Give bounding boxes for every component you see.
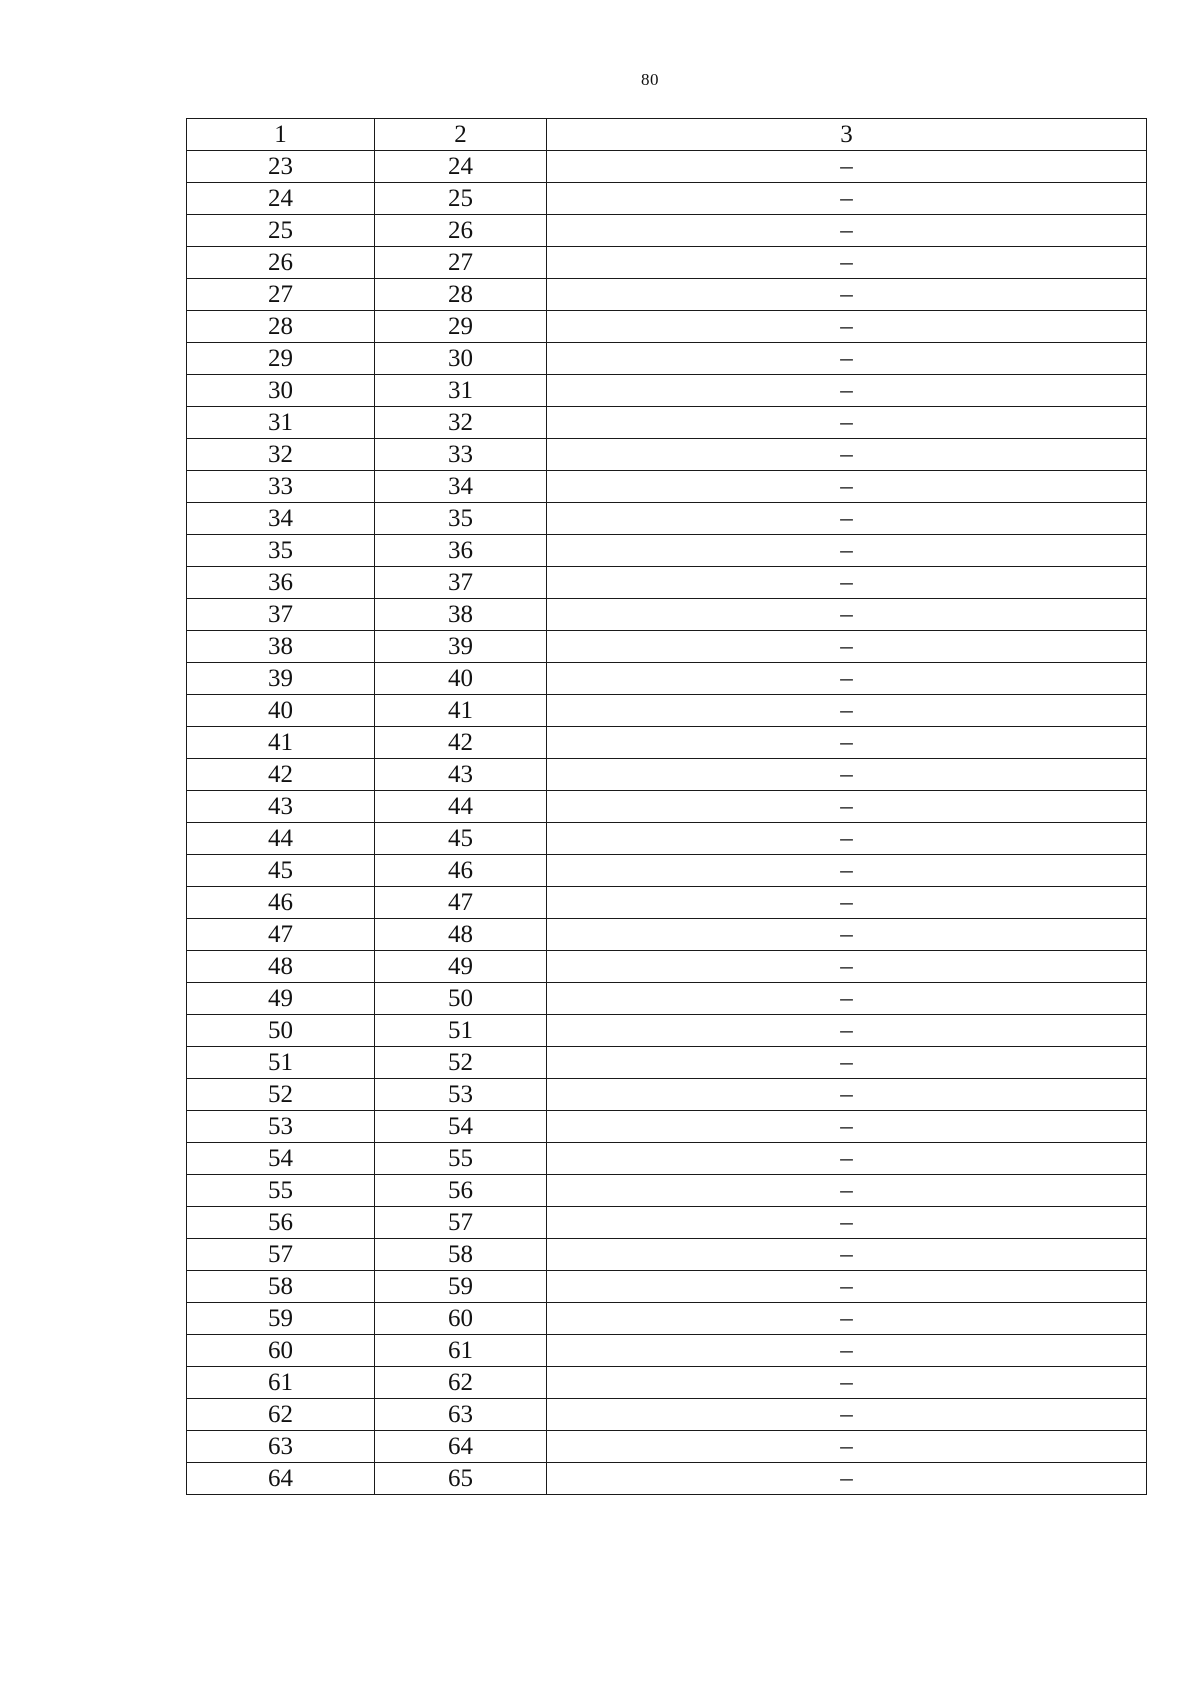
table-header-row — [187, 119, 1147, 151]
table-cell-col-1: 58 — [187, 1271, 375, 1303]
table-row — [187, 1079, 1147, 1111]
table-cell-col-1: 47 — [187, 919, 375, 951]
table-cell-col-2: 47 — [375, 887, 547, 919]
table-cell-col-1: 31 — [187, 407, 375, 439]
table-cell-col-2: 39 — [375, 631, 547, 663]
table-row — [187, 727, 1147, 759]
table-cell-col-3: – — [547, 823, 1147, 855]
table-cell-col-1: 45 — [187, 855, 375, 887]
table-cell-col-3: – — [547, 407, 1147, 439]
table-cell-col-2: 44 — [375, 791, 547, 823]
table-cell-col-2: 38 — [375, 599, 547, 631]
table-row — [187, 791, 1147, 823]
data-table — [186, 118, 1147, 1495]
table-cell-col-2: 53 — [375, 1079, 547, 1111]
table-cell-col-3: – — [547, 727, 1147, 759]
table-cell-col-3: – — [547, 1015, 1147, 1047]
table-row — [187, 1303, 1147, 1335]
table-row — [187, 471, 1147, 503]
table-cell-col-1: 35 — [187, 535, 375, 567]
table-row — [187, 695, 1147, 727]
table-cell-col-3: – — [547, 567, 1147, 599]
table-cell-col-2: 35 — [375, 503, 547, 535]
table-cell-col-3: – — [547, 631, 1147, 663]
table-cell-col-3: – — [547, 343, 1147, 375]
table-cell-col-2: 54 — [375, 1111, 547, 1143]
table-cell-col-3: – — [547, 1047, 1147, 1079]
table-cell-col-1: 50 — [187, 1015, 375, 1047]
table-row — [187, 503, 1147, 535]
table-cell-col-1: 56 — [187, 1207, 375, 1239]
table-row — [187, 279, 1147, 311]
table-cell-col-1: 61 — [187, 1367, 375, 1399]
table-cell-col-2: 52 — [375, 1047, 547, 1079]
table-cell-col-1: 53 — [187, 1111, 375, 1143]
table-row — [187, 535, 1147, 567]
table-row — [187, 1367, 1147, 1399]
column-header-2: 2 — [375, 119, 547, 151]
table-cell-col-2: 45 — [375, 823, 547, 855]
table-cell-col-1: 41 — [187, 727, 375, 759]
table-row — [187, 759, 1147, 791]
table-cell-col-2: 60 — [375, 1303, 547, 1335]
table-cell-col-3: – — [547, 1431, 1147, 1463]
table-cell-col-2: 42 — [375, 727, 547, 759]
table-row — [187, 1015, 1147, 1047]
table-row — [187, 919, 1147, 951]
table-cell-col-1: 64 — [187, 1463, 375, 1495]
table-cell-col-2: 46 — [375, 855, 547, 887]
table-cell-col-2: 50 — [375, 983, 547, 1015]
table-cell-col-3: – — [547, 1079, 1147, 1111]
table-cell-col-2: 26 — [375, 215, 547, 247]
table-cell-col-3: – — [547, 1399, 1147, 1431]
table-cell-col-2: 41 — [375, 695, 547, 727]
table-cell-col-3: – — [547, 1367, 1147, 1399]
table-cell-col-2: 64 — [375, 1431, 547, 1463]
table-row — [187, 1239, 1147, 1271]
table-row — [187, 215, 1147, 247]
table-cell-col-3: – — [547, 471, 1147, 503]
table-cell-col-2: 61 — [375, 1335, 547, 1367]
table-cell-col-2: 30 — [375, 343, 547, 375]
table-row — [187, 183, 1147, 215]
table-row — [187, 375, 1147, 407]
table-cell-col-3: – — [547, 919, 1147, 951]
table-row — [187, 439, 1147, 471]
table-cell-col-2: 31 — [375, 375, 547, 407]
table-cell-col-2: 58 — [375, 1239, 547, 1271]
table-cell-col-1: 55 — [187, 1175, 375, 1207]
table-row — [187, 247, 1147, 279]
table-row — [187, 343, 1147, 375]
table-cell-col-1: 59 — [187, 1303, 375, 1335]
table-cell-col-3: – — [547, 1239, 1147, 1271]
table-cell-col-2: 57 — [375, 1207, 547, 1239]
table-cell-col-2: 63 — [375, 1399, 547, 1431]
table-row — [187, 663, 1147, 695]
table-cell-col-3: – — [547, 1143, 1147, 1175]
table-cell-col-1: 54 — [187, 1143, 375, 1175]
table-row — [187, 407, 1147, 439]
table-cell-col-1: 62 — [187, 1399, 375, 1431]
table-cell-col-1: 48 — [187, 951, 375, 983]
table-cell-col-1: 36 — [187, 567, 375, 599]
table-row — [187, 599, 1147, 631]
table-cell-col-1: 25 — [187, 215, 375, 247]
table-cell-col-1: 33 — [187, 471, 375, 503]
table-cell-col-1: 38 — [187, 631, 375, 663]
table-cell-col-3: – — [547, 855, 1147, 887]
table-cell-col-1: 40 — [187, 695, 375, 727]
table-row — [187, 311, 1147, 343]
table-row — [187, 983, 1147, 1015]
table-cell-col-3: – — [547, 599, 1147, 631]
table-cell-col-2: 34 — [375, 471, 547, 503]
table-cell-col-3: – — [547, 791, 1147, 823]
page-number: 80 — [641, 70, 659, 89]
table-row — [187, 1207, 1147, 1239]
table-cell-col-2: 40 — [375, 663, 547, 695]
table-cell-col-3: – — [547, 375, 1147, 407]
table-cell-col-3: – — [547, 983, 1147, 1015]
table-cell-col-1: 34 — [187, 503, 375, 535]
table-row — [187, 1175, 1147, 1207]
table-row — [187, 951, 1147, 983]
table-cell-col-3: – — [547, 759, 1147, 791]
table-row — [187, 1047, 1147, 1079]
table-cell-col-3: – — [547, 1271, 1147, 1303]
table-cell-col-1: 30 — [187, 375, 375, 407]
table-cell-col-3: – — [547, 1175, 1147, 1207]
table-cell-col-1: 57 — [187, 1239, 375, 1271]
table-cell-col-1: 49 — [187, 983, 375, 1015]
table-cell-col-2: 59 — [375, 1271, 547, 1303]
table-cell-col-2: 25 — [375, 183, 547, 215]
table-row — [187, 1463, 1147, 1495]
table-cell-col-3: – — [547, 1303, 1147, 1335]
table-cell-col-3: – — [547, 247, 1147, 279]
table-row — [187, 1335, 1147, 1367]
table-cell-col-2: 55 — [375, 1143, 547, 1175]
table-cell-col-1: 63 — [187, 1431, 375, 1463]
table-row — [187, 631, 1147, 663]
table-cell-col-1: 42 — [187, 759, 375, 791]
table-row — [187, 1111, 1147, 1143]
table-cell-col-3: – — [547, 887, 1147, 919]
table-cell-col-1: 46 — [187, 887, 375, 919]
table-row — [187, 151, 1147, 183]
table-row — [187, 1399, 1147, 1431]
table-cell-col-2: 37 — [375, 567, 547, 599]
table-cell-col-1: 26 — [187, 247, 375, 279]
table-cell-col-2: 36 — [375, 535, 547, 567]
data-table-container — [186, 118, 1147, 1495]
column-header-3: 3 — [547, 119, 1147, 151]
table-cell-col-3: – — [547, 279, 1147, 311]
table-cell-col-3: – — [547, 1335, 1147, 1367]
table-cell-col-3: – — [547, 215, 1147, 247]
table-row — [187, 1431, 1147, 1463]
table-cell-col-1: 29 — [187, 343, 375, 375]
table-cell-col-2: 56 — [375, 1175, 547, 1207]
table-cell-col-3: – — [547, 1111, 1147, 1143]
table-cell-col-1: 37 — [187, 599, 375, 631]
table-cell-col-2: 48 — [375, 919, 547, 951]
table-cell-col-3: – — [547, 951, 1147, 983]
table-body — [187, 151, 1147, 1495]
table-cell-col-2: 33 — [375, 439, 547, 471]
table-cell-col-2: 24 — [375, 151, 547, 183]
table-cell-col-1: 52 — [187, 1079, 375, 1111]
table-cell-col-3: – — [547, 439, 1147, 471]
table-cell-col-1: 27 — [187, 279, 375, 311]
table-cell-col-3: – — [547, 311, 1147, 343]
table-cell-col-3: – — [547, 695, 1147, 727]
table-cell-col-1: 24 — [187, 183, 375, 215]
table-row — [187, 1271, 1147, 1303]
table-row — [187, 855, 1147, 887]
table-cell-col-1: 51 — [187, 1047, 375, 1079]
table-cell-col-1: 44 — [187, 823, 375, 855]
table-cell-col-3: – — [547, 663, 1147, 695]
table-cell-col-3: – — [547, 183, 1147, 215]
table-cell-col-2: 43 — [375, 759, 547, 791]
table-cell-col-1: 32 — [187, 439, 375, 471]
table-cell-col-3: – — [547, 151, 1147, 183]
table-row — [187, 887, 1147, 919]
table-cell-col-1: 60 — [187, 1335, 375, 1367]
table-row — [187, 823, 1147, 855]
table-cell-col-1: 39 — [187, 663, 375, 695]
table-row — [187, 567, 1147, 599]
table-cell-col-2: 29 — [375, 311, 547, 343]
table-cell-col-2: 32 — [375, 407, 547, 439]
table-cell-col-3: – — [547, 535, 1147, 567]
table-cell-col-1: 28 — [187, 311, 375, 343]
table-cell-col-2: 49 — [375, 951, 547, 983]
table-cell-col-2: 51 — [375, 1015, 547, 1047]
table-cell-col-3: – — [547, 1207, 1147, 1239]
table-cell-col-2: 62 — [375, 1367, 547, 1399]
table-cell-col-3: – — [547, 503, 1147, 535]
table-cell-col-2: 27 — [375, 247, 547, 279]
column-header-1: 1 — [187, 119, 375, 151]
table-cell-col-3: – — [547, 1463, 1147, 1495]
table-cell-col-1: 43 — [187, 791, 375, 823]
table-row — [187, 1143, 1147, 1175]
table-cell-col-2: 28 — [375, 279, 547, 311]
table-cell-col-2: 65 — [375, 1463, 547, 1495]
table-cell-col-1: 23 — [187, 151, 375, 183]
